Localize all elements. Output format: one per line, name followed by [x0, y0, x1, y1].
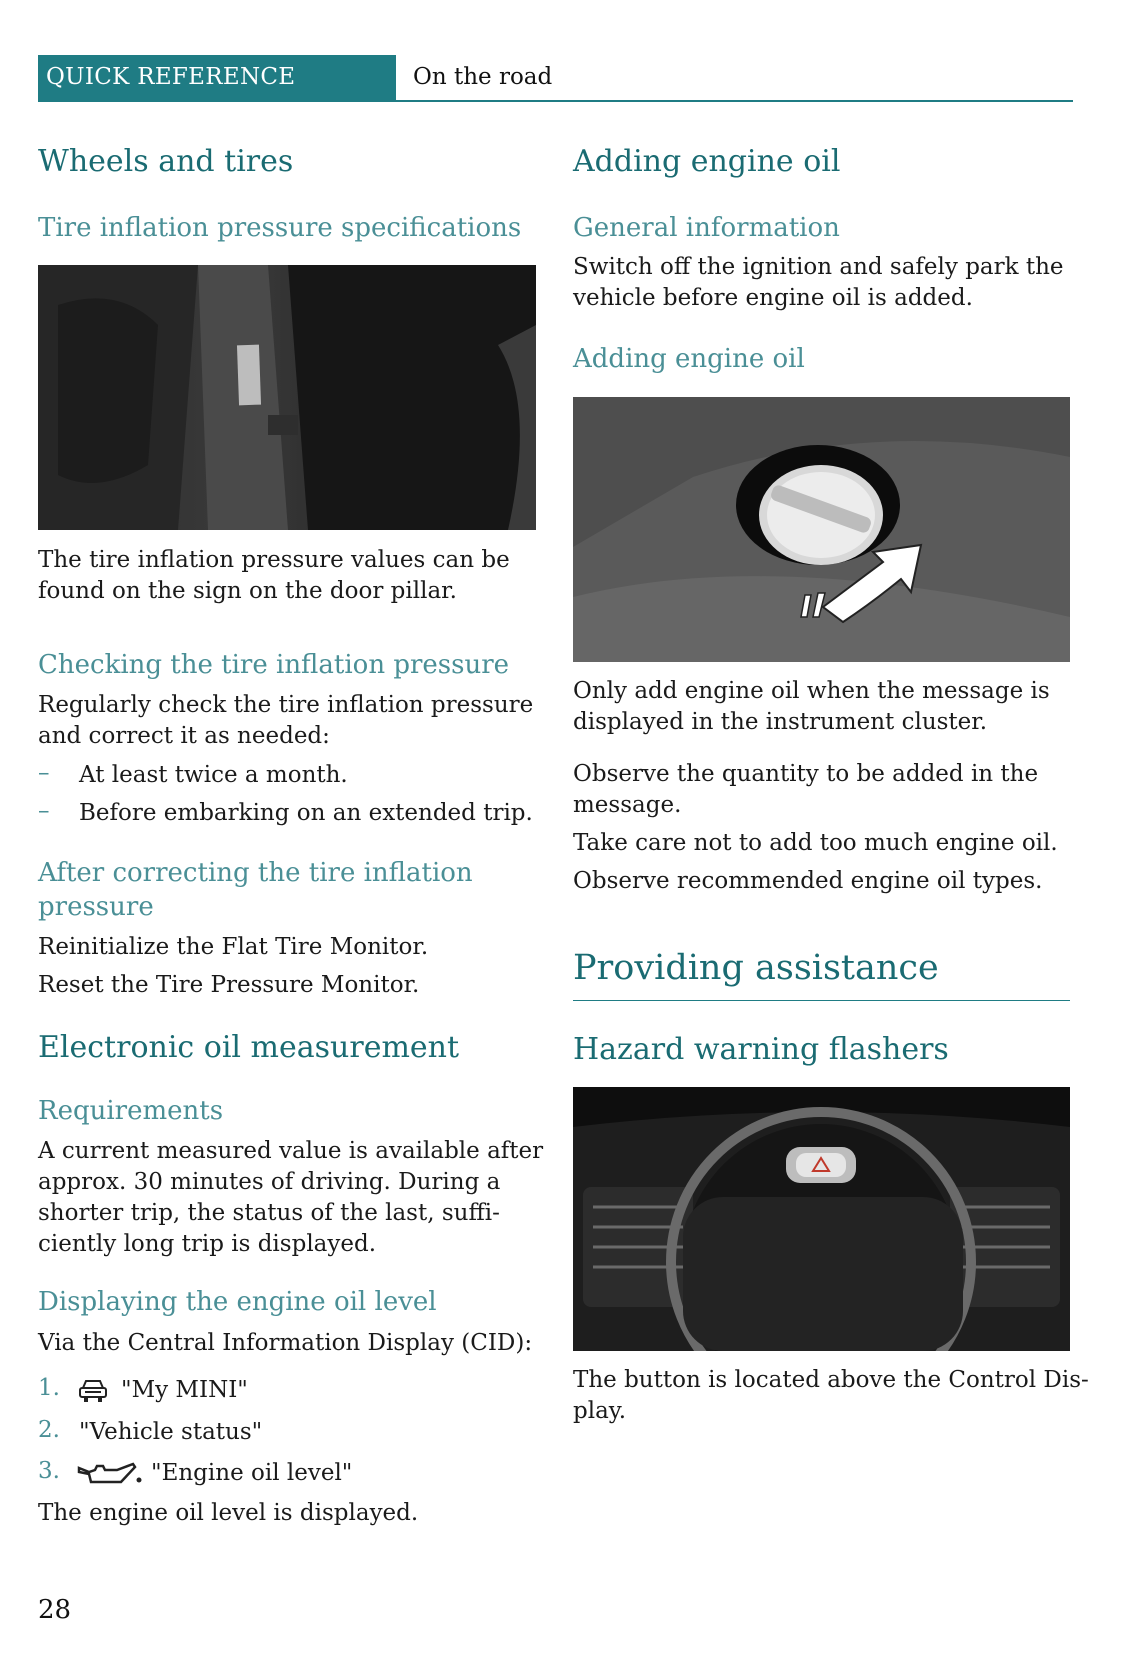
display-oil-title: Displaying the engine oil level	[38, 1287, 437, 1317]
providing-assistance-title: Providing assistance	[573, 948, 939, 988]
after-text-2: Reset the Tire Pressure Monitor.	[38, 972, 420, 998]
step-label-2: "Vehicle status"	[79, 1419, 263, 1445]
hazard-flashers-title: Hazard warning flashers	[573, 1032, 949, 1067]
section-rule	[573, 1000, 1070, 1001]
checking-text-1: Regularly check the tire inflation pressure	[38, 692, 534, 718]
page-number: 28	[38, 1595, 72, 1625]
checking-item-1: At least twice a month.	[79, 762, 348, 788]
checking-text-2: and correct it as needed:	[38, 723, 330, 749]
tire-spec-text-1: The tire inflation pressure values can be	[38, 547, 510, 573]
after-title-1: After correcting the tire inflation	[38, 858, 473, 888]
oil-can-icon	[77, 1462, 143, 1492]
checking-item-2: Before embarking on an extended trip.	[79, 800, 533, 826]
header-chapter-label: On the road	[413, 64, 553, 90]
requirements-line-2: approx. 30 minutes of driving. During a	[38, 1169, 501, 1195]
adding-oil-subtitle: Adding engine oil	[573, 344, 805, 374]
step-label-3: "Engine oil level"	[151, 1460, 353, 1486]
step-number-3: 3.	[38, 1458, 60, 1484]
header-rule	[38, 100, 1073, 102]
adding-oil-text-2: displayed in the instrument cluster.	[573, 709, 988, 735]
hazard-button-photo	[573, 1087, 1070, 1351]
adding-oil-title: Adding engine oil	[573, 144, 841, 179]
bullet-dash: –	[38, 760, 50, 786]
hazard-text-2: play.	[573, 1398, 627, 1424]
display-oil-text: Via the Central Information Display (CID):	[38, 1330, 533, 1356]
checking-title: Checking the tire inflation pressure	[38, 650, 510, 680]
requirements-line-4: ciently long trip is displayed.	[38, 1231, 377, 1257]
step-label-1: "My MINI"	[121, 1377, 248, 1403]
tire-spec-title: Tire inflation pressure specifications	[38, 213, 522, 243]
car-icon	[77, 1378, 109, 1408]
general-info-text-1: Switch off the ignition and safely park the	[573, 254, 1064, 280]
adding-oil-text-4: message.	[573, 792, 682, 818]
requirements-line-1: A current measured value is available after	[38, 1138, 544, 1164]
step-number-1: 1.	[38, 1375, 60, 1401]
adding-oil-text-1: Only add engine oil when the message is	[573, 678, 1050, 704]
adding-oil-text-6: Observe recommended engine oil types.	[573, 868, 1043, 894]
requirements-title: Requirements	[38, 1096, 224, 1126]
requirements-line-3: shorter trip, the status of the last, suffi-	[38, 1200, 500, 1226]
adding-oil-text-5: Take care not to add too much engine oil.	[573, 830, 1058, 856]
header-section-label: QUICK REFERENCE	[46, 64, 296, 90]
bullet-dash: –	[38, 798, 50, 824]
after-text-1: Reinitialize the Flat Tire Monitor.	[38, 934, 429, 960]
adding-oil-text-3: Observe the quantity to be added in the	[573, 761, 1039, 787]
hazard-text-1: The button is located above the Control Dis-	[573, 1367, 1089, 1393]
general-info-title: General information	[573, 213, 840, 243]
step-number-2: 2.	[38, 1417, 60, 1443]
general-info-text-2: vehicle before engine oil is added.	[573, 285, 973, 311]
door-pillar-photo	[38, 265, 536, 530]
tire-spec-text-2: found on the sign on the door pillar.	[38, 578, 457, 604]
header-section-bar	[38, 55, 396, 101]
wheels-title: Wheels and tires	[38, 144, 294, 179]
display-oil-result: The engine oil level is displayed.	[38, 1500, 419, 1526]
oil-filler-cap-photo	[573, 397, 1070, 662]
oil-measurement-title: Electronic oil measurement	[38, 1030, 460, 1065]
after-title-2: pressure	[38, 892, 154, 922]
